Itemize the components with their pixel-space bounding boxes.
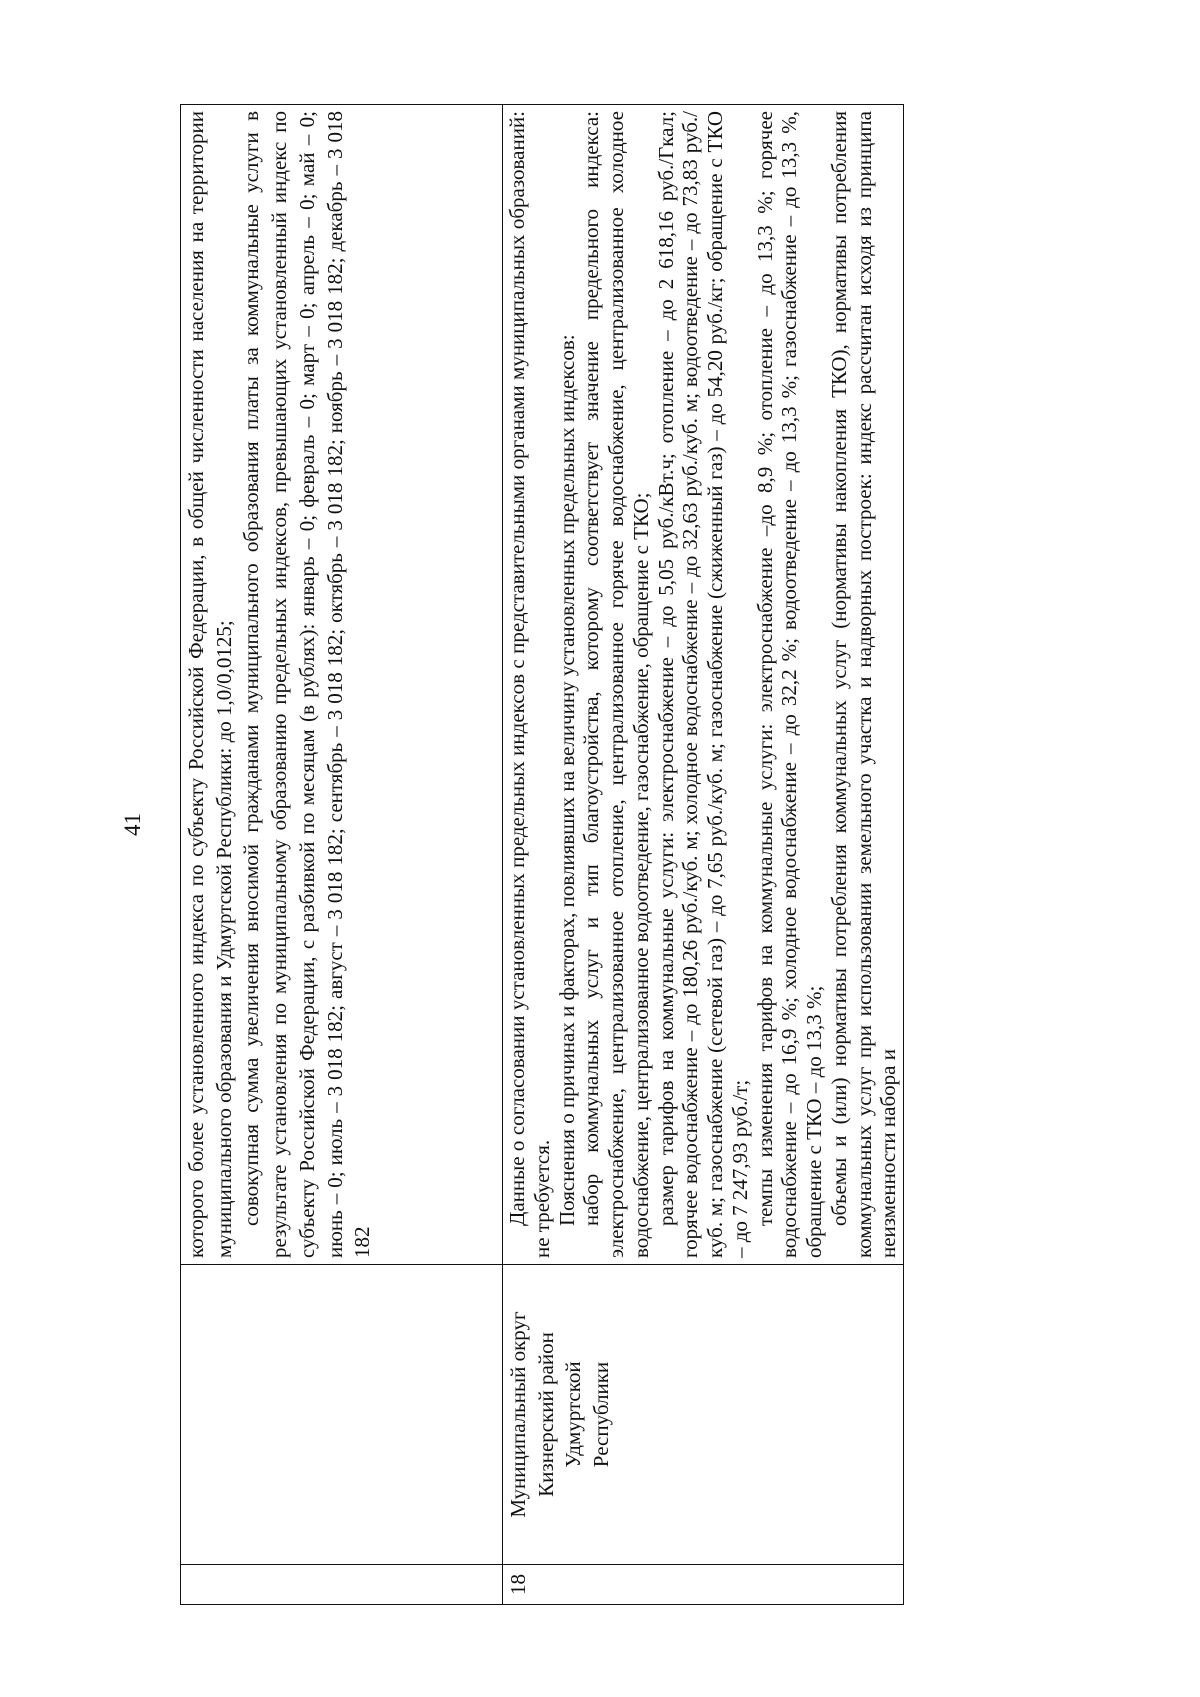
paragraph: совокупная сумма увеличения вносимой гражданами муниципального образования платы за коммунальные услуги в результате установления по муниципальному образованию предельных индексов, превышающих установленный индекс по субъекту Российской Федерации, с разбивкой по месяцам (в рублях): январь – 0; февраль – 0; март – 0; апрель – 0; май – 0; июнь – 0; июль – 3 018 182; август – 3 018 182; сентябрь – 3 018 182; октябрь – 3 018 182; ноябрь – 3 018 182; декабрь – 3 018 182 bbox=[239, 111, 375, 1258]
paragraph: Пояснения о причинах и факторах, повлиявших на величину установленных предельных индексов: bbox=[554, 334, 579, 1226]
paragraph: которого более установленного индекса по субъекту Российской Федерации, в общей численности населения на территории муниципального образования и Удмуртской Республики: до 1,0/0,0125; bbox=[184, 111, 236, 1258]
row-number-cell: 18 bbox=[503, 1565, 904, 1605]
page-number: 41 bbox=[120, 813, 145, 836]
table-row bbox=[181, 105, 503, 1605]
paragraph: размер тарифов на коммунальные услуги: электроснабжение – до 5,05 руб./кВт.ч; отопление – до 2 618,16 руб./Гкал; горячее водоснабжение – до 180,26 руб./куб. м; холодное водоснабжение – до 32,63 руб./куб. м; водоотведение – до 73,83 руб./куб. м; газоснабжение (сетевой газ) – до 7,65 руб./куб. м; газоснабжение (сжиженный газ) – до 54,20 руб./кг; обращение с ТКО – до 7 247,93 руб./т; bbox=[653, 111, 752, 1258]
municipality-cell bbox=[503, 1265, 904, 1565]
municipality-name-line: Удмуртской bbox=[561, 1361, 586, 1468]
paragraph: набор коммунальных услуг и тип благоустройства, которому соответствует значение предельного индекса: электроснабжение, централизованное отопление, централизованное горячее водоснабжение, централизованное холодное водоснабжение, централизованное водоотведение, газоснабжение, обращение с ТКО; bbox=[579, 111, 653, 1258]
paragraph: объемы и (или) нормативы потребления коммунальных услуг (нормативы накопления ТКО), нормативы потребления коммунальных услуг при использовании земельного участка и надворных построек: индекс рассчитан исходя из принципа неизменности набора и bbox=[826, 111, 901, 1258]
table-row bbox=[503, 105, 904, 1605]
row-number-cell bbox=[181, 1565, 503, 1605]
paragraph: Данные о согласовании установленных предельных индексов с представительными органами муниципальных образований: не требуется. bbox=[505, 111, 554, 1258]
municipality-name-line: Республики bbox=[589, 1361, 614, 1468]
description-cell bbox=[181, 105, 503, 1265]
description-cell bbox=[503, 105, 904, 1265]
paragraph: темпы изменения тарифов на коммунальные услуги: электроснабжение –до 8,9 %; отопление – до 13,3 %; горячее водоснабжение – до 16,9 %; холодное водоснабжение – до 32,2 %; водоотведение – до 13,3 %; газоснабжение – до 13,3 %, обращение с ТКО – до 13,3 %; bbox=[752, 111, 827, 1258]
municipality-name-line: Муниципальный округ bbox=[506, 1311, 530, 1518]
municipality-name-line: Кизнерский район bbox=[533, 1332, 558, 1497]
rotated-page bbox=[180, 105, 1120, 1605]
municipality-cell bbox=[181, 1265, 503, 1565]
indices-table bbox=[180, 104, 904, 1605]
